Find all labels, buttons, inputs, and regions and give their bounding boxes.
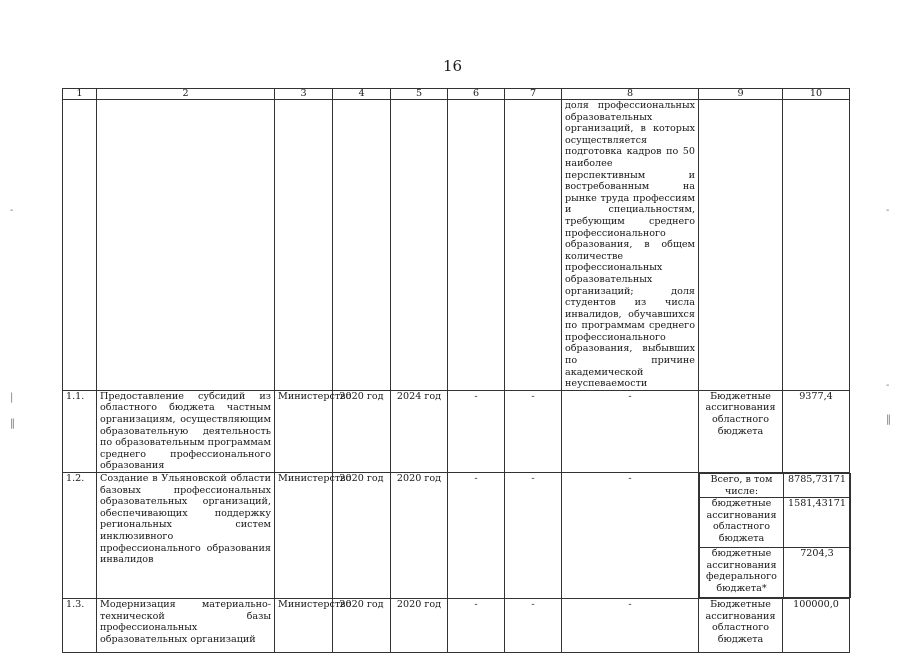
funding-amount: 100000,0 bbox=[783, 599, 850, 653]
header-cell-3: 3 bbox=[275, 89, 333, 100]
header-cell-10: 10 bbox=[783, 89, 850, 100]
header-cell-7: 7 bbox=[505, 89, 562, 100]
funding-source-total: Всего, в том числе: bbox=[700, 474, 784, 498]
funding-source: Бюджетные ассигнования областного бюджета bbox=[699, 599, 783, 653]
executor: Министерство bbox=[275, 473, 333, 599]
header-cell-9: 9 bbox=[699, 89, 783, 100]
end-year: 2020 год bbox=[391, 599, 448, 653]
funding-amount-total: 8785,73171 bbox=[784, 474, 851, 498]
table-row bbox=[63, 599, 850, 653]
col7-value: - bbox=[505, 390, 562, 472]
col8-value: - bbox=[562, 473, 699, 599]
table-row bbox=[63, 473, 850, 599]
executor: Министерство bbox=[275, 390, 333, 472]
header-row bbox=[63, 89, 850, 100]
row-number: 1.2. bbox=[63, 473, 97, 599]
funding-breakdown bbox=[699, 473, 850, 599]
funding-source-federal: бюджетные ассигнования федерального бюджета* bbox=[700, 548, 784, 598]
header-cell-6: 6 bbox=[448, 89, 505, 100]
row-number: 1.3. bbox=[63, 599, 97, 653]
start-year: 2020 год bbox=[333, 599, 391, 653]
header-cell-1: 1 bbox=[63, 89, 97, 100]
scan-mark-left-1: ‐ bbox=[10, 205, 14, 216]
program-table bbox=[62, 88, 850, 653]
measure-name: Создание в Ульяновской области базовых профессиональных образовательных организаций, обеспечивающих поддержку региональных систем инклюзивного профессионального образования инвалидов bbox=[97, 473, 275, 599]
col6-value: - bbox=[448, 473, 505, 599]
scan-mark-right-1: ‐ bbox=[886, 205, 890, 216]
measure-name: Модернизация материально-технической базы профессиональных образовательных организаций bbox=[97, 599, 275, 653]
end-year: 2024 год bbox=[391, 390, 448, 472]
scan-mark-right-2: ‐ bbox=[886, 380, 890, 391]
funding-amount-regional: 1581,43171 bbox=[784, 498, 851, 548]
scan-mark-left-2: | bbox=[10, 392, 14, 403]
col8-value: - bbox=[562, 390, 699, 472]
funding-amount: 9377,4 bbox=[783, 390, 850, 472]
indicator-text: доля профессиональных образовательных организаций, в которых осуществляется подготовка кадров по 50 наиболее перспективным и востребованным на рынке труда профессиям и специальностям, требующим среднего профессионального образования, в общем количестве профессиональных образовательных организаций; доля студентов из числа инвалидов, обучавшихся по программам среднего профессионального образования, выбывших по причине академической неуспеваемости bbox=[562, 100, 699, 391]
start-year: 2020 год bbox=[333, 390, 391, 472]
row-number: 1.1. bbox=[63, 390, 97, 472]
end-year: 2020 год bbox=[391, 473, 448, 599]
header-cell-5: 5 bbox=[391, 89, 448, 100]
col8-value: - bbox=[562, 599, 699, 653]
col7-value: - bbox=[505, 599, 562, 653]
continuation-row bbox=[63, 100, 850, 391]
table-row bbox=[63, 390, 850, 472]
scan-mark-right-3: ‖ bbox=[886, 414, 891, 425]
start-year: 2020 год bbox=[333, 473, 391, 599]
page-number: 16 bbox=[442, 57, 463, 75]
funding-source-regional: бюджетные ассигнования областного бюджета bbox=[700, 498, 784, 548]
header-cell-4: 4 bbox=[333, 89, 391, 100]
header-cell-2: 2 bbox=[97, 89, 275, 100]
header-cell-8: 8 bbox=[562, 89, 699, 100]
measure-name: Предоставление субсидий из областного бюджета частным организациям, осуществляющим образовательную деятельность по образовательным программам среднего профессионального образования bbox=[97, 390, 275, 472]
funding-source: Бюджетные ассигнования областного бюджета bbox=[699, 390, 783, 472]
executor: Министерство bbox=[275, 599, 333, 653]
funding-amount-federal: 7204,3 bbox=[784, 548, 851, 598]
col6-value: - bbox=[448, 390, 505, 472]
col6-value: - bbox=[448, 599, 505, 653]
col7-value: - bbox=[505, 473, 562, 599]
scan-mark-left-3: ‖ bbox=[10, 418, 15, 429]
